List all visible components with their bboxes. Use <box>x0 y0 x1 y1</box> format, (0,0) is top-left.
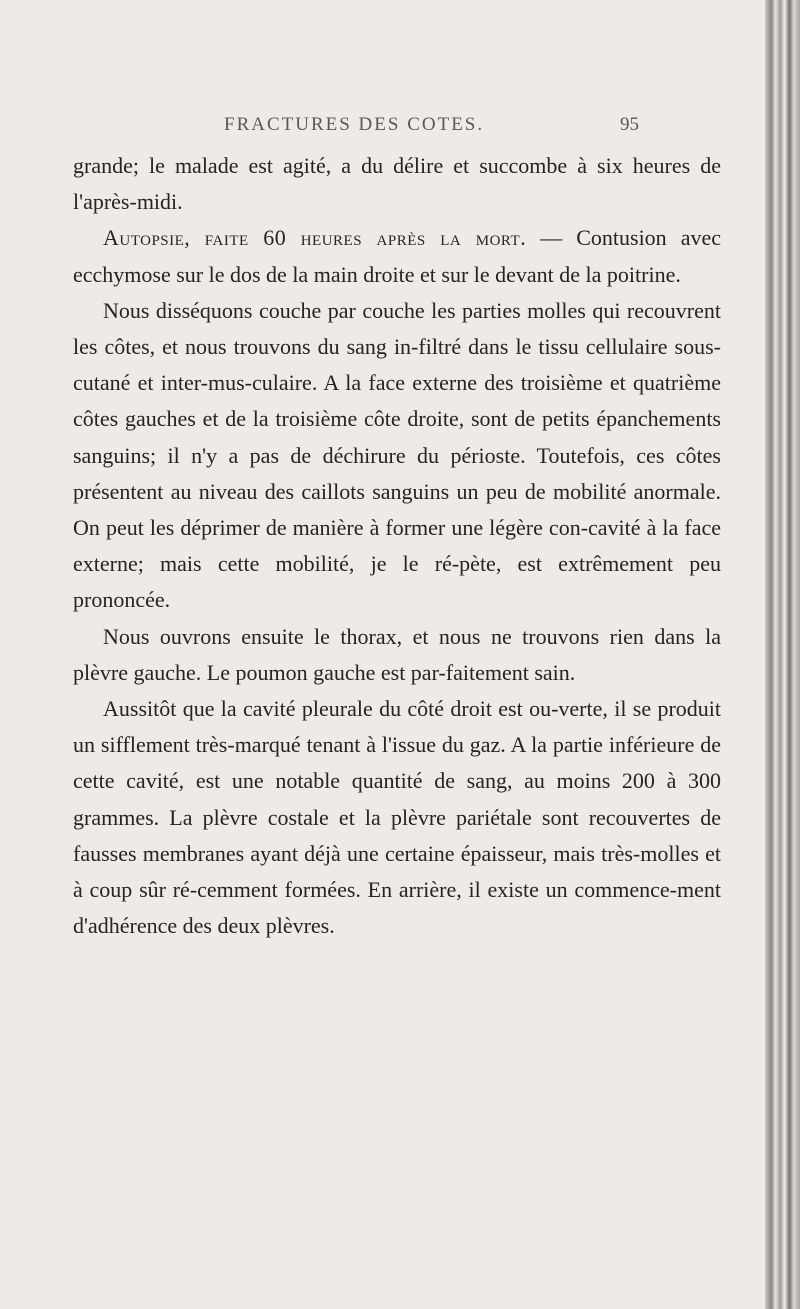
running-header <box>0 114 765 144</box>
body-text <box>73 148 721 944</box>
book-spine-edge <box>765 0 800 1309</box>
paragraph: grande; le malade est agité, a du délire et succombe à six heures de l'après-midi. <box>73 153 721 215</box>
paragraph: Nous ouvrons ensuite le thorax, et nous ne trouvons rien dans la plèvre gauche. Le poumon gauche est par-faitement sain. <box>73 623 721 685</box>
paragraph-text: — Contusion avec ecchymose sur le dos de la main droite et sur le devant de la poitrine. <box>73 225 721 287</box>
running-title: FRACTURES DES COTES. <box>224 114 485 135</box>
page-number: 95 <box>620 114 639 135</box>
paragraph: Nous disséquons couche par couche les parties molles qui recouvrent les côtes, et nous trouvons du sang in-filtré dans le tissu cellulaire sous-cutané et inter-mus-culaire. A la face externe des troisième et quatrième côtes gauches et de la troisième côte droite, sont de petits épanchements sanguins; il n'y a pas de déchirure du périoste. Toutefois, ces côtes présentent au niveau des caillots sanguins un peu de mobilité anormale. On peut les déprimer de manière à former une légère con-cavité à la face externe; mais cette mobilité, je le ré-pète, est extrêmement peu prononcée. <box>73 297 721 613</box>
autopsy-heading: Autopsie, faite 60 heures après la mort. <box>103 225 527 251</box>
paragraph <box>73 220 721 292</box>
paragraph: Aussitôt que la cavité pleurale du côté droit est ou-verte, il se produit un sifflement très-marqué tenant à l'issue du gaz. A la partie inférieure de cette cavité, est une notable quantité de sang, au moins 200 à 300 grammes. La plèvre costale et la plèvre pariétale sont recouvertes de fausses membranes ayant déjà une certaine épaisseur, mais très-molles et à coup sûr ré-cemment formées. En arrière, il existe un commence-ment d'adhérence des deux plèvres. <box>73 696 721 939</box>
